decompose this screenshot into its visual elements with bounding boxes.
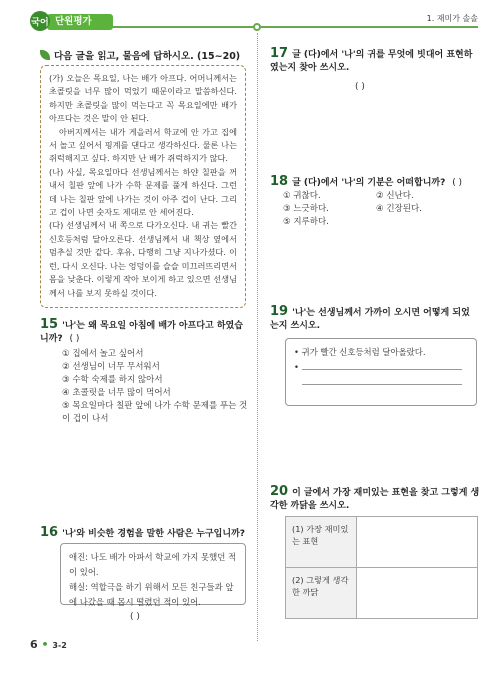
choice-item[interactable]: ④ 초콜릿을 너무 많이 먹어서 <box>62 388 171 398</box>
passage-paragraph: (나) 사실, 목요일마다 선생님께서는 하얀 칠판을 꺼내서 칠판 앞에 나가 수학 문제를 풀게 하신다. 그런데 나는 칠판 앞에 나가는 것이 아주 겁이 난다. 그리고 겁이 나면 숫자도 제대로 안 세어진다. <box>49 166 237 218</box>
question-15 <box>40 319 250 345</box>
q15-choices <box>62 348 248 426</box>
leaf-icon <box>40 50 50 60</box>
q20-answer-expression[interactable] <box>356 516 478 568</box>
answer-line[interactable] <box>302 360 462 370</box>
question-19 <box>270 306 475 332</box>
question-number: 19 <box>270 304 289 319</box>
choice-item[interactable]: ③ 느긋하다. <box>283 204 329 214</box>
question-text: '나'는 왜 목요일 아침에 배가 아프다고 하였습니까? <box>40 321 243 344</box>
question-number: 15 <box>40 317 59 332</box>
passage-paragraph: (다) 선생님께서 내 쪽으로 다가오신다. 내 귀는 빨간 신호등처럼 달아오른다. 선생님께서 내 책상 옆에서 멈추실 것만 같다. 후유, 다행히 그냥 지나가셨다. 이런, 다시 오신다. 나는 엉덩이를 슬슬 미끄러뜨리면서 몸을 낮춘다. 이렇게 작아 보이게 하고 있으면 선생님께서 나를 보지 못하실 것이다. <box>49 220 237 298</box>
chapter-title: 1. 재미가 솔솔 <box>426 14 478 23</box>
example-line: 해실: 역할극을 하기 위해서 모든 친구들과 앞에 나갔을 때 몹시 떨렸던 적이 있어. <box>69 582 234 607</box>
instruction <box>40 48 240 62</box>
unit-eval-badge: 단원평가 <box>47 14 113 30</box>
q20-answer-reason[interactable] <box>356 567 478 619</box>
answer-blank[interactable]: ( ) <box>69 333 80 344</box>
choice-item[interactable]: ③ 수학 숙제를 하지 않아서 <box>62 375 163 385</box>
answer-blank[interactable]: ( ) <box>355 82 365 92</box>
page-footer <box>30 638 67 651</box>
choice-item[interactable]: ① 집에서 놀고 싶어서 <box>62 349 144 359</box>
subject-badge: 국어 <box>30 11 50 31</box>
choice-item[interactable]: ⑤ 지루하다. <box>283 217 329 227</box>
answer-line[interactable] <box>302 375 462 385</box>
choice-item[interactable]: ⑤ 목요일마다 칠판 앞에 나가 수학 문제를 푸는 것이 겁이 나서 <box>62 401 248 424</box>
choice-item[interactable]: ② 선생님이 너무 무서워서 <box>62 362 160 372</box>
reading-passage <box>40 65 246 308</box>
question-number: 18 <box>270 174 289 189</box>
question-number: 16 <box>40 525 59 540</box>
q18-choices-right <box>376 190 476 216</box>
grade-label: 3-2 <box>52 641 67 650</box>
answer-blank[interactable]: ( ) <box>130 612 140 622</box>
question-18 <box>270 176 480 190</box>
q19-answer-box <box>285 338 477 406</box>
instruction-text: 다음 글을 읽고, 물음에 답하시오. (15~20) <box>54 51 241 62</box>
question-17 <box>270 48 475 74</box>
choice-item[interactable]: ④ 긴장된다. <box>376 204 422 214</box>
q18-choices-left <box>283 190 383 229</box>
choice-item[interactable]: ② 신난다. <box>376 191 414 201</box>
question-text: '나'는 선생님께서 가까이 오시면 어떻게 되었는지 쓰시오. <box>270 308 470 331</box>
question-number: 17 <box>270 46 289 61</box>
header-dot-icon <box>253 23 261 31</box>
question-number: 20 <box>270 484 289 499</box>
question-text: 글 (다)에서 '나'의 귀를 무엇에 빗대어 표현하였는지 찾아 쓰시오. <box>270 50 473 73</box>
question-20 <box>270 486 480 512</box>
choice-item[interactable]: ① 귀찮다. <box>283 191 321 201</box>
bullet-marker: • <box>294 362 299 372</box>
question-text: '나'와 비슷한 경험을 말한 사람은 누구입니까? <box>62 529 245 539</box>
answer-example: • 귀가 빨간 신호등처럼 달아올랐다. <box>294 347 426 357</box>
question-text: 이 글에서 가장 재미있는 표현을 찾고 그렇게 생각한 까닭을 쓰시오. <box>270 488 480 511</box>
question-text: 글 (다)에서 '나'의 기분은 어떠합니까? <box>292 178 446 188</box>
page-header <box>0 0 500 34</box>
answer-blank[interactable]: ( ) <box>452 178 463 188</box>
passage-paragraph: (가) 오늘은 목요일, 나는 배가 아프다. 어머니께서는 초콜릿을 너무 많이 먹었기 때문이라고 말씀하신다. 하지만 초콜릿을 많이 먹는다고 꼭 목요일에만 배가 아프다는 것은 말이 안 된다. <box>49 73 237 124</box>
q20-label-reason: (2) 그렇게 생각한 까닭 <box>285 567 357 619</box>
passage-paragraph: 아버지께서는 내가 게을러서 학교에 안 가고 집에서 놀고 싶어서 핑계를 댄다고 생각하신다. 물론 나는 쥐럭해지고 싶다. 하지만 난 배가 쥐럭하지가 않다. <box>49 126 237 164</box>
column-divider <box>257 33 258 641</box>
q20-label-expression: (1) 가장 재미있는 표현 <box>285 516 357 568</box>
example-line: 애진: 나도 배가 아파서 학교에 가지 못했던 적이 있어. <box>69 552 237 577</box>
page-number: 6 <box>30 638 38 651</box>
q16-example-box <box>60 543 246 605</box>
bullet-icon: • <box>41 638 49 651</box>
question-16 <box>40 527 250 541</box>
